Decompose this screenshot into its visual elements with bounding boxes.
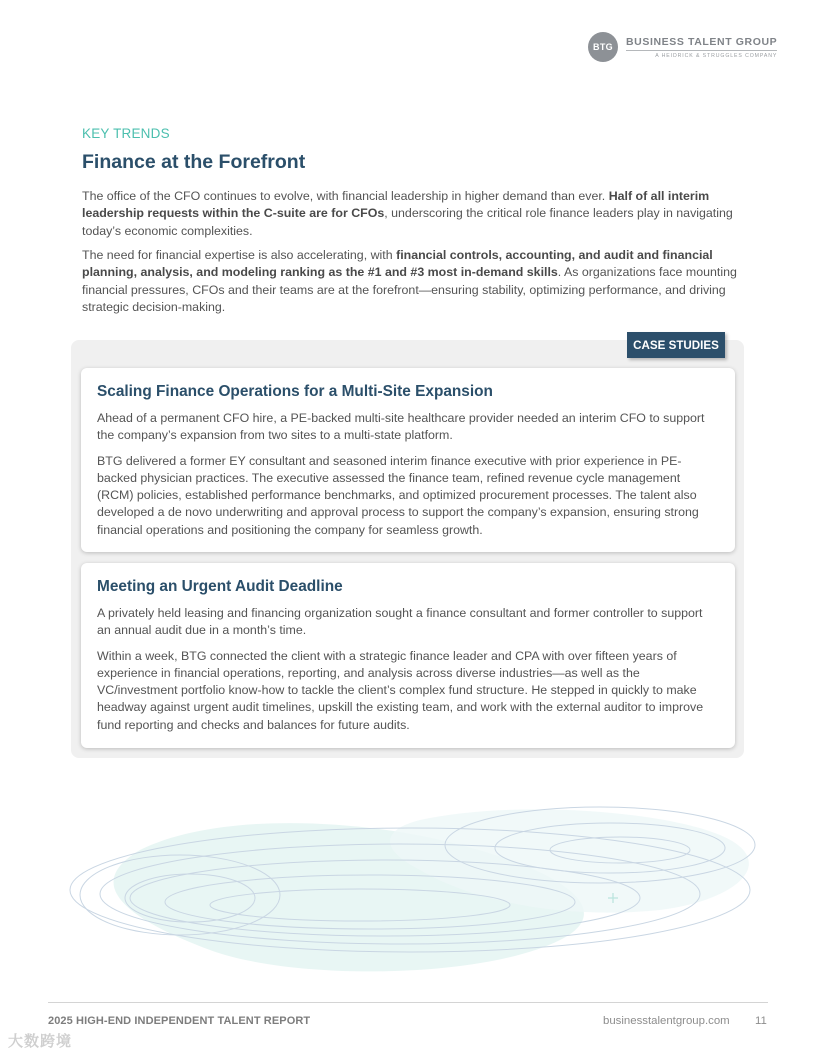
intro-2-text-b: . As organizations face mounting financial pressures, CFOs and their teams are at the forefront—ensuring stability, optimizing performance, and driving strategic decision-making. [82, 265, 737, 314]
footer-report-title: 2025 HIGH-END INDEPENDENT TALENT REPORT [48, 1015, 311, 1027]
logo-badge: BTG [588, 32, 618, 62]
intro-paragraph-1 [82, 188, 740, 240]
intro-2-bold: financial controls, accounting, and audit and financial planning, analysis, and modeling ranking as the #1 and #3 most in-demand skills [82, 248, 713, 280]
case-study-summary: A privately held leasing and financing organization sought a finance consultant and former controller to support an annual audit due in a month’s time. [97, 606, 703, 638]
intro-1-text-a: The office of the CFO continues to evolve, with financial leadership in higher demand than ever. [82, 189, 609, 203]
intro-1-text-b: , underscoring the critical role finance leaders play in navigating today’s economic complexities. [82, 206, 733, 238]
case-study-summary: Ahead of a permanent CFO hire, a PE-backed multi-site healthcare provider needed an interim CFO to support the company’s expansion from two sites to a multi-state platform. [97, 411, 705, 443]
logo-name: BUSINESS TALENT GROUP [626, 36, 777, 51]
case-study-card [81, 563, 735, 748]
footer-website-link[interactable]: businesstalentgroup.com [603, 1015, 730, 1027]
section-label: KEY TRENDS [82, 126, 170, 141]
case-study-card [81, 368, 735, 552]
case-study-detail: Within a week, BTG connected the client with a strategic finance leader and CPA with over fifteen years of experience in financial operations, reporting, and analysis across diverse industries—as well as the VC/investment portfolio know-how to tackle the client’s complex fund structure. He stepped in quickly to make headway against urgent audit timelines, upskill the existing team, and work with the external auditor to improve fund reporting and checks and balances for future audits. [97, 648, 704, 732]
logo-subtitle: A HEIDRICK & STRUGGLES COMPANY [655, 52, 778, 59]
page-title: Finance at the Forefront [82, 151, 306, 173]
case-study-title: Meeting an Urgent Audit Deadline [97, 578, 343, 595]
case-study-title: Scaling Finance Operations for a Multi-Site Expansion [97, 383, 493, 400]
case-studies-tag: CASE STUDIES [627, 332, 725, 358]
page-number: 11 [755, 1015, 767, 1027]
company-logo [588, 32, 777, 62]
logo-text [626, 36, 777, 59]
intro-paragraph-2 [82, 247, 740, 316]
watermark: 大数跨境 [8, 1033, 73, 1050]
intro-1-bold: Half of all interim leadership requests within the C-suite are for CFOs [82, 189, 710, 221]
decorative-wave-graphic [40, 790, 780, 990]
footer-divider [48, 1002, 768, 1003]
intro-2-text-a: The need for financial expertise is also accelerating, with [82, 248, 397, 262]
case-study-detail: BTG delivered a former EY consultant and seasoned interim finance executive with prior experience in PE-backed physician practices. The executive assessed the finance team, refined revenue cycle management (RCM) policies, established performance benchmarks, and optimized procurement processes. The talent also developed a de novo underwriting and approval process to support the company’s expansion, ensuring strong financial operations and positioning the company for seamless growth. [97, 453, 699, 537]
